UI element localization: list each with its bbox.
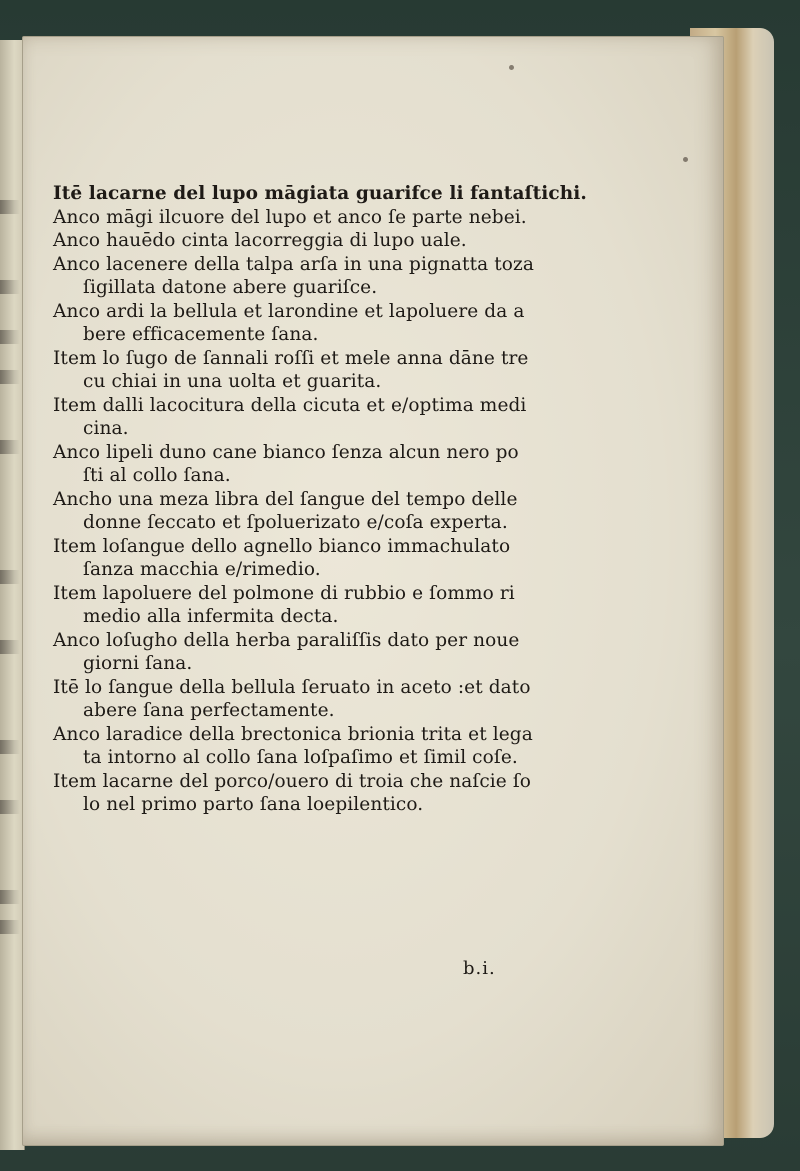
text-line: Anco loſugho della herba paraliſſis dato per noue [53,629,520,651]
text-line-continuation: giorni ſana. [83,653,193,674]
text-line: Anco hauēdo cinta lacorreggia di lupo uale. [53,230,467,251]
text-block [53,182,587,817]
ink-bleed-mark [0,370,20,384]
text-line-continuation: medio alla infermita decta. [83,606,339,627]
text-line: Anco lacenere della talpa arſa in una pignatta toza [53,253,534,275]
text-line-continuation: cina. [83,418,129,439]
ink-bleed-mark [0,740,20,754]
text-line-continuation: ſti al collo ſana. [83,465,231,486]
text-line-continuation: bere efficacemente ſana. [83,324,319,345]
text-line: Anco laradice della brectonica brionia trita et lega [53,723,533,745]
book-page [22,36,724,1146]
text-line: Anco māgi ilcuore del lupo et anco ſe parte nebei. [53,206,527,228]
ink-bleed-mark [0,800,20,814]
text-line-continuation: ta intorno al collo ſana loſpaſimo et ſimil coſe. [83,747,518,768]
text-line: Itē lacarne del lupo māgiata guarifce li fantaſtichi. [53,183,587,204]
text-line-continuation: ſanza macchia e/rimedio. [83,559,321,580]
ink-bleed-mark [0,330,20,344]
text-line: Item lacarne del porco/ouero di troia che naſcie ſo [53,770,532,792]
foxing-spot [509,65,514,70]
ink-bleed-mark [0,200,20,214]
text-line-continuation: lo nel primo parto ſana loepilentico. [83,794,424,815]
text-line: Item loſangue dello agnello bianco immachulato [53,535,511,557]
text-line: Item lapoluere del polmone di rubbio e ſommo ri [53,582,515,604]
text-line: Item lo ſugo de ſannali roſſi et mele anna dāne tre [53,347,529,369]
foxing-spot [683,157,688,162]
text-line-continuation: cu chiai in una uolta et guarita. [83,371,382,392]
signature-mark: b.i. [463,958,496,979]
text-line: Anco lipeli duno cane bianco ſenza alcun nero po [53,441,519,463]
ink-bleed-mark [0,280,20,294]
ink-bleed-mark [0,640,20,654]
ink-bleed-mark [0,920,20,934]
ink-bleed-mark [0,890,20,904]
text-line-continuation: ſigillata datone abere guariſce. [83,277,378,298]
text-line: Item dalli lacocitura della cicuta et e/optima medi [53,394,527,416]
text-line-continuation: donne ſeccato et ſpoluerizato e/coſa experta. [83,512,508,533]
text-line: Anco ardi la bellula et larondine et lapoluere da a [53,300,525,322]
ink-bleed-mark [0,570,20,584]
text-line: Ancho una meza libra del ſangue del tempo delle [53,488,518,510]
ink-bleed-mark [0,440,20,454]
text-line: Itē lo ſangue della bellula ſeruato in aceto :et dato [53,676,531,698]
text-line-continuation: abere ſana perfectamente. [83,700,335,721]
